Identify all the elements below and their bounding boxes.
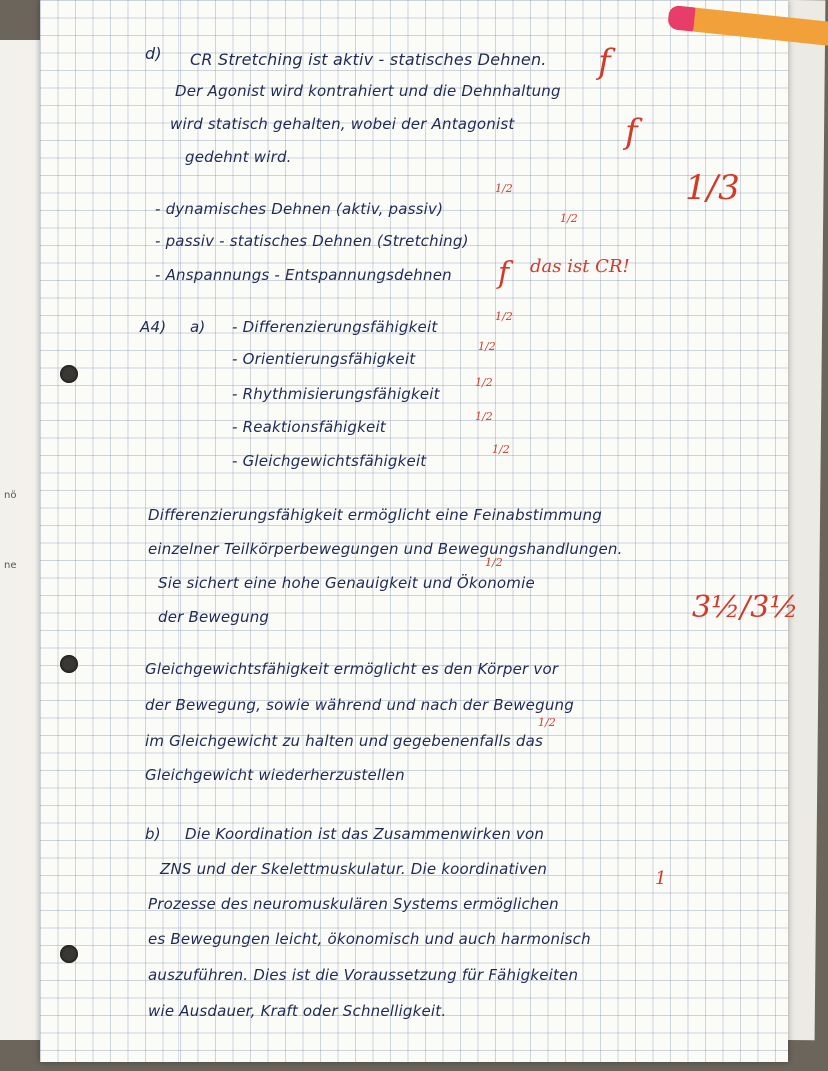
paragraph-line: Gleichgewicht wiederherzustellen (145, 766, 405, 784)
point-mark: 1/2 (478, 340, 496, 353)
margin-fragment: ne (4, 560, 17, 571)
paragraph-line: einzelner Teilkörperbewegungen und Bewegungshandlungen. (148, 540, 623, 558)
ability-item: - Orientierungsfähigkeit (232, 350, 416, 368)
correction-note: das ist CR! (530, 256, 630, 277)
section-a4-label: A4) (140, 318, 167, 336)
section-b-line: ZNS und der Skelettmuskulatur. Die koordinativen (160, 860, 548, 878)
point-mark: 1/2 (485, 556, 503, 569)
paragraph-line: im Gleichgewicht zu halten und gegebenenfalls das (145, 732, 543, 750)
paragraph-line: der Bewegung (158, 608, 270, 626)
section-d-list-item: - passiv - statisches Dehnen (Stretching) (155, 232, 469, 250)
section-d-list-item: - dynamisches Dehnen (aktiv, passiv) (155, 200, 444, 218)
point-mark: 1/2 (475, 410, 493, 423)
paragraph-line: der Bewegung, sowie während und nach der Bewegung (145, 696, 574, 714)
margin-fragment: nö (4, 490, 17, 501)
section-b-line: Die Koordination ist das Zusammenwirken von (185, 825, 545, 843)
section-b-line: auszuführen. Dies ist die Voraussetzung für Fähigkeiten (148, 966, 579, 984)
ability-item: - Differenzierungsfähigkeit (232, 318, 438, 336)
point-mark: 1 (655, 868, 667, 889)
section-a4-sublabel: a) (190, 318, 206, 336)
section-d-line: gedehnt wird. (185, 148, 292, 166)
punch-hole (60, 655, 78, 673)
section-d-label: d) (145, 44, 162, 63)
paragraph-line: Differenzierungsfähigkeit ermöglicht eine Feinabstimmung (148, 506, 603, 524)
ability-item: - Gleichgewichtsfähigkeit (232, 452, 427, 470)
section-b-line: Prozesse des neuromuskulären Systems ermöglichen (148, 895, 559, 913)
correction-mark-f: f (625, 112, 638, 152)
correction-mark-f: f (498, 256, 510, 291)
score-section-d: 1/3 (685, 168, 740, 208)
point-mark: 1/2 (560, 212, 578, 225)
section-d-line: wird statisch gehalten, wobei der Antagonist (170, 115, 515, 133)
notebook-page (40, 0, 799, 1062)
score-section-a: 3½/3½ (692, 590, 799, 625)
punch-hole (60, 365, 78, 383)
section-b-label: b) (145, 825, 161, 843)
highlighter-cap (667, 5, 695, 32)
section-b-line: wie Ausdauer, Kraft oder Schnelligkeit. (148, 1002, 447, 1020)
point-mark: 1/2 (495, 182, 513, 195)
section-d-line: CR Stretching ist aktiv - statisches Dehnen. (190, 50, 547, 69)
section-d-list-item: - Anspannungs - Entspannungsdehnen (155, 266, 452, 284)
point-mark: 1/2 (538, 716, 556, 729)
point-mark: 1/2 (475, 376, 493, 389)
paragraph-line: Sie sichert eine hohe Genauigkeit und Ökonomie (158, 574, 535, 592)
section-d-line: Der Agonist wird kontrahiert und die Dehnhaltung (175, 82, 561, 100)
correction-mark-f: f (598, 42, 611, 82)
ability-item: - Reaktionsfähigkeit (232, 418, 386, 436)
section-b-line: es Bewegungen leicht, ökonomisch und auch harmonisch (148, 930, 591, 948)
punch-hole (60, 945, 78, 963)
ability-item: - Rhythmisierungsfähigkeit (232, 385, 440, 403)
paragraph-line: Gleichgewichtsfähigkeit ermöglicht es den Körper vor (145, 660, 559, 678)
point-mark: 1/2 (495, 310, 513, 323)
point-mark: 1/2 (492, 443, 510, 456)
